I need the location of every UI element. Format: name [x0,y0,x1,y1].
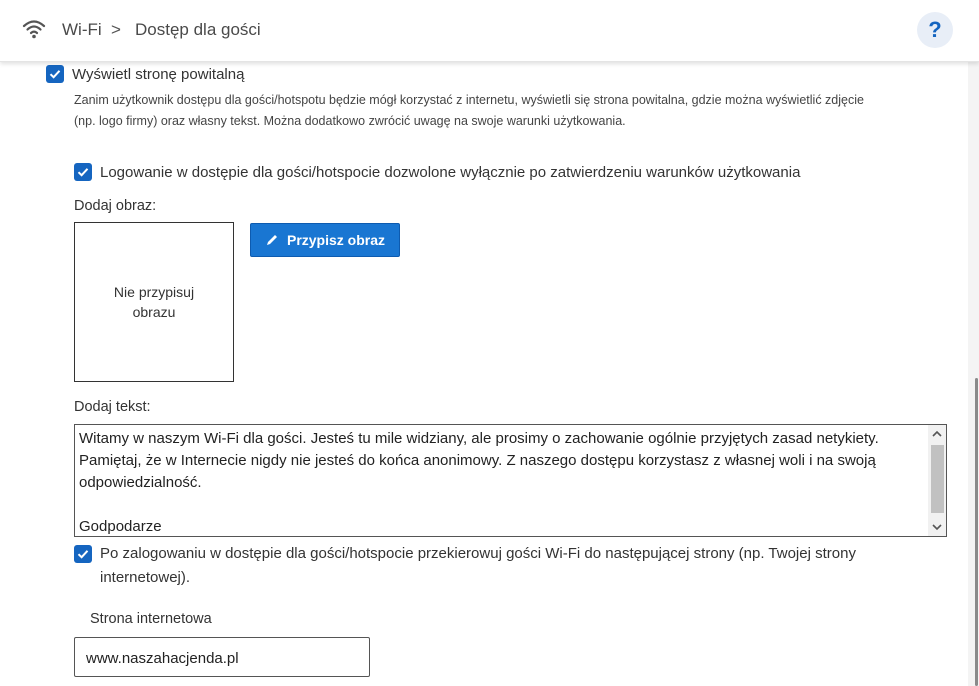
pencil-icon [265,233,279,247]
chevron-up-icon[interactable] [928,425,946,443]
chevron-right-icon: > [111,20,121,39]
top-bar [0,0,979,62]
wifi-icon [22,18,46,40]
welcome-description [74,90,954,132]
page-title: Dostęp dla gości [135,20,261,39]
show-welcome-label: Wyświetl stronę powitalną [72,66,245,83]
website-label: Strona internetowa [90,611,212,627]
image-placeholder-text: Nie przypisuj obrazu [113,284,195,320]
checkmark-icon [76,547,90,561]
assign-image-button-label: Przypisz obraz [286,232,386,248]
welcome-description-line1: Zanim użytkownik dostępu dla gości/hotspotu będzie mógł korzystać z internetu, wyświetli się strona powitalna, gdzie można wyświetlić zdjęcie [74,93,864,107]
welcome-text-content[interactable]: Witamy w naszym Wi-Fi dla gości. Jesteś tu mile widziany, ale prosimy o zachowanie ogólnie przyjętych zasad netykiety. Pamiętaj, że w Internecie nigdy nie jesteś do końca anonimowy. Z naszego dostępu korzystasz z własnej woli i na swoją odpowiedzialność. Godpodarze [79,430,879,534]
page-scrollbar-thumb[interactable] [975,378,978,686]
redirect-label-line2: internetowej). [100,569,191,586]
website-input[interactable]: www.naszahacjenda.pl [74,637,370,677]
help-button[interactable]: ? [917,12,953,48]
terms-label: Logowanie w dostępie dla gości/hotspocie dozwolone wyłącznie po zatwierdzeniu warunków użytkowania [100,164,801,181]
redirect-checkbox[interactable] [74,545,92,563]
checkmark-icon [76,165,90,179]
add-text-label: Dodaj tekst: [74,399,151,415]
redirect-label-line1: Po zalogowaniu w dostępie dla gości/hotspocie przekierowuj gości Wi-Fi do następującej strony (np. Twojej strony [100,545,856,562]
textarea-scrollbar-thumb[interactable] [931,445,944,513]
show-welcome-checkbox[interactable] [46,65,64,83]
terms-checkbox[interactable] [74,163,92,181]
welcome-text-area[interactable] [74,424,947,537]
chevron-down-icon[interactable] [928,518,946,536]
textarea-scrollbar[interactable] [928,425,946,536]
welcome-description-line2: (np. logo firmy) oraz własny tekst. Można dodatkowo zwrócić uwagę na swoje warunki użytkowania. [74,114,626,128]
breadcrumb-wifi-link[interactable]: Wi-Fi [62,20,102,39]
assign-image-button[interactable] [250,223,400,257]
image-placeholder [74,222,234,382]
add-image-label: Dodaj obraz: [74,198,157,214]
checkmark-icon [48,67,62,81]
